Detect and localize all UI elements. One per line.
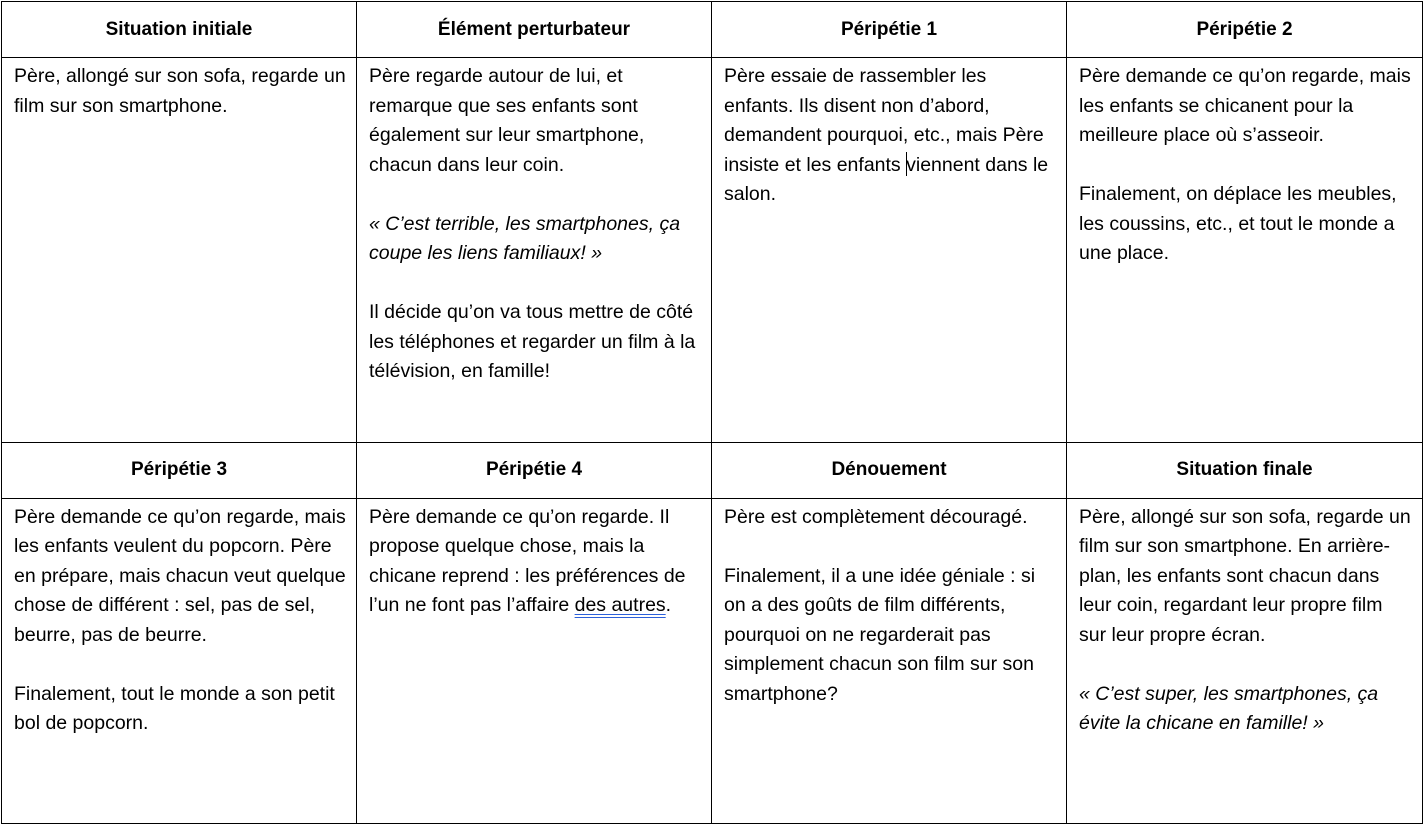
cell-text: Père essaie de rassembler les enfants. Ils disent non d’abord, demandent pourquoi, etc., mais Père insiste et les enfants bbox=[724, 65, 1044, 176]
cell-text: Père demande ce qu’on regarde. Il propose quelque chose, mais la chicane reprend : les préférences de l’un ne font pas l’affaire bbox=[369, 505, 686, 617]
header-peripetie-1[interactable]: Péripétie 1 bbox=[712, 2, 1067, 58]
cell-text: Père, allongé sur son sofa, regarde un film sur son smartphone. bbox=[14, 65, 346, 117]
header-situation-initiale[interactable]: Situation initiale bbox=[2, 2, 357, 58]
cell-element-perturbateur[interactable] bbox=[357, 58, 712, 442]
cell-text: Père demande ce qu’on regarde, mais les enfants se chicanent pour la meilleure place où s’asseoir. bbox=[1079, 65, 1411, 147]
header-row-2 bbox=[2, 442, 1423, 498]
cell-text: Il décide qu’on va tous mettre de côté les téléphones et regarder un film à la télévision, en famille! bbox=[369, 301, 696, 383]
cell-peripetie-3[interactable] bbox=[2, 498, 357, 823]
content-row-1 bbox=[2, 58, 1423, 442]
cell-text: Finalement, tout le monde a son petit bol de popcorn. bbox=[14, 682, 335, 735]
header-row-1 bbox=[2, 2, 1423, 58]
cell-text-end: viennent dans le salon. bbox=[724, 153, 1049, 206]
cell-text: Finalement, il a une idée géniale : si on a des goûts de film différents, pourquoi on ne regarderait pas simplement chacun son film sur son smartphone? bbox=[724, 564, 1036, 705]
header-peripetie-4[interactable]: Péripétie 4 bbox=[357, 442, 712, 498]
header-peripetie-2[interactable]: Péripétie 2 bbox=[1067, 2, 1423, 58]
cell-text: Père regarde autour de lui, et remarque que ses enfants sont également sur leur smartphone, chacun dans leur coin. bbox=[369, 65, 645, 176]
header-denouement[interactable]: Dénouement bbox=[712, 442, 1067, 498]
cell-text: Père est complètement découragé. bbox=[724, 505, 1028, 528]
cell-situation-initiale[interactable] bbox=[2, 58, 357, 442]
cell-peripetie-1[interactable] bbox=[712, 58, 1067, 442]
cell-text: Père demande ce qu’on regarde, mais les enfants veulent du popcorn. Père en prépare, mais chacun veut quelque chose de différent : sel, pas de sel, beurre, pas de beurre. bbox=[14, 505, 346, 646]
cell-denouement[interactable] bbox=[712, 498, 1067, 823]
header-element-perturbateur[interactable]: Élément perturbateur bbox=[357, 2, 712, 58]
header-peripetie-3[interactable]: Péripétie 3 bbox=[2, 442, 357, 498]
cell-peripetie-4[interactable] bbox=[357, 498, 712, 823]
content-row-2 bbox=[2, 498, 1423, 823]
story-structure-table bbox=[1, 1, 1423, 824]
cell-quote: « C’est terrible, les smartphones, ça coupe les liens familiaux! » bbox=[369, 212, 681, 265]
grammar-flagged-text[interactable]: des autres bbox=[574, 594, 666, 617]
cell-text-end: . bbox=[665, 594, 672, 617]
cell-quote: « C’est super, les smartphones, ça évite la chicane en famille! » bbox=[1079, 682, 1379, 735]
cell-peripetie-2[interactable] bbox=[1067, 58, 1423, 442]
header-situation-finale[interactable]: Situation finale bbox=[1067, 442, 1423, 498]
cell-text: Finalement, on déplace les meubles, les coussins, etc., et tout le monde a une place. bbox=[1079, 183, 1397, 265]
cell-text: Père, allongé sur son sofa, regarde un film sur son smartphone. En arrière-plan, les enfants sont chacun dans leur coin, regardant leur propre film sur leur propre écran. bbox=[1079, 505, 1411, 646]
cell-situation-finale[interactable] bbox=[1067, 498, 1423, 823]
